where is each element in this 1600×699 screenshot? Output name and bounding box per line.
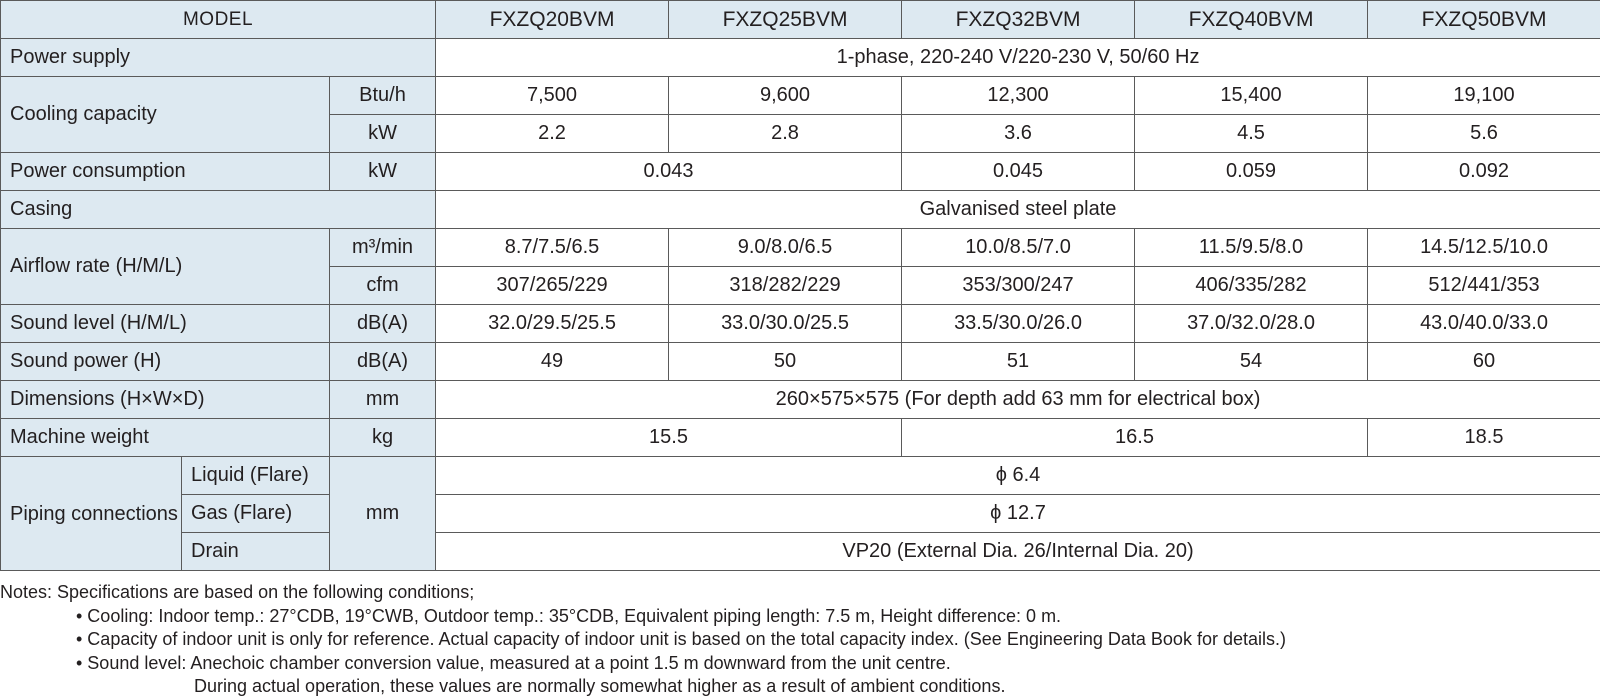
model-name: FXZQ32BVM [902,1,1135,39]
model-name: FXZQ25BVM [669,1,902,39]
cell-value: 9,600 [669,77,902,115]
cell-value: 2.8 [669,115,902,153]
notes [0,581,1600,699]
cell-value: 11.5/9.5/8.0 [1135,229,1368,267]
row-label: Dimensions (H×W×D) [1,381,330,419]
cell-value: 0.043 [436,153,902,191]
cell-value: 2.2 [436,115,669,153]
unit-label: m³/min [330,229,436,267]
header-row [1,1,1600,39]
cell-value: 307/265/229 [436,267,669,305]
airflow-row [1,229,1600,267]
piping-liquid-row [1,457,1600,495]
casing-row [1,191,1600,229]
model-label: MODEL [1,1,436,39]
cell-value: 14.5/12.5/10.0 [1368,229,1600,267]
piping-drain-row [1,533,1600,571]
weight-row [1,419,1600,457]
sub-label: Gas (Flare) [182,495,330,533]
power-supply-row [1,39,1600,77]
row-label: Casing [1,191,436,229]
unit-label: mm [330,381,436,419]
note-capacity: • Capacity of indoor unit is only for reference. Actual capacity of indoor unit is based on the total capacity index. (See Engineering Data Book for details.) [0,628,1600,652]
cell-value: 0.045 [902,153,1135,191]
cell-value: 1-phase, 220-240 V/220-230 V, 50/60 Hz [436,39,1600,77]
sound-power-row [1,343,1600,381]
dimensions-row [1,381,1600,419]
sub-label: Liquid (Flare) [182,457,330,495]
cell-value: 54 [1135,343,1368,381]
cell-value: 8.7/7.5/6.5 [436,229,669,267]
cell-value: 32.0/29.5/25.5 [436,305,669,343]
piping-gas-row [1,495,1600,533]
row-label: Power supply [1,39,436,77]
note-sound-level: • Sound level: Anechoic chamber conversion value, measured at a point 1.5 m downward from the unit centre. [0,652,1600,676]
cell-value: VP20 (External Dia. 26/Internal Dia. 20) [436,533,1600,571]
row-label: Power consumption [1,153,330,191]
cell-value: 50 [669,343,902,381]
cell-value: 33.5/30.0/26.0 [902,305,1135,343]
cell-value: ϕ 6.4 [436,457,1600,495]
unit-label: cfm [330,267,436,305]
sub-label: Drain [182,533,330,571]
cell-value: 51 [902,343,1135,381]
cell-value: 318/282/229 [669,267,902,305]
notes-intro: Notes: Specifications are based on the following conditions; [0,581,1600,605]
cell-value: 33.0/30.0/25.5 [669,305,902,343]
model-name: FXZQ20BVM [436,1,669,39]
cell-value: 5.6 [1368,115,1600,153]
cell-value: 10.0/8.5/7.0 [902,229,1135,267]
unit-label: kW [330,153,436,191]
row-label: Piping connections [1,457,182,571]
unit-label: Btu/h [330,77,436,115]
unit-label: kg [330,419,436,457]
cell-value: 3.6 [902,115,1135,153]
cell-value: 15.5 [436,419,902,457]
cell-value: 49 [436,343,669,381]
cell-value: 512/441/353 [1368,267,1600,305]
note-sound-level-continued: During actual operation, these values are normally somewhat higher as a result of ambient conditions. [0,675,1600,699]
cell-value: 0.092 [1368,153,1600,191]
cell-value: 7,500 [436,77,669,115]
cell-value: Galvanised steel plate [436,191,1600,229]
cell-value: 18.5 [1368,419,1600,457]
cell-value: 15,400 [1135,77,1368,115]
row-label: Sound level (H/M/L) [1,305,330,343]
model-name: FXZQ40BVM [1135,1,1368,39]
unit-label: dB(A) [330,305,436,343]
row-label: Cooling capacity [1,77,330,153]
row-label: Airflow rate (H/M/L) [1,229,330,305]
cell-value: 43.0/40.0/33.0 [1368,305,1600,343]
cell-value: 12,300 [902,77,1135,115]
cell-value: 16.5 [902,419,1368,457]
cell-value: 353/300/247 [902,267,1135,305]
cell-value: 60 [1368,343,1600,381]
unit-label: dB(A) [330,343,436,381]
cell-value: 19,100 [1368,77,1600,115]
sound-level-row [1,305,1600,343]
row-label: Sound power (H) [1,343,330,381]
cell-value: 260×575×575 (For depth add 63 mm for electrical box) [436,381,1600,419]
cell-value: 0.059 [1135,153,1368,191]
cell-value: 37.0/32.0/28.0 [1135,305,1368,343]
unit-label: kW [330,115,436,153]
model-name: FXZQ50BVM [1368,1,1600,39]
row-label: Machine weight [1,419,330,457]
cell-value: ϕ 12.7 [436,495,1600,533]
note-cooling: • Cooling: Indoor temp.: 27°CDB, 19°CWB, Outdoor temp.: 35°CDB, Equivalent piping length: 7.5 m, Height difference: 0 m. [0,605,1600,629]
power-consumption-row [1,153,1600,191]
cell-value: 9.0/8.0/6.5 [669,229,902,267]
unit-label: mm [330,457,436,571]
cell-value: 4.5 [1135,115,1368,153]
cooling-capacity-row [1,77,1600,115]
cell-value: 406/335/282 [1135,267,1368,305]
